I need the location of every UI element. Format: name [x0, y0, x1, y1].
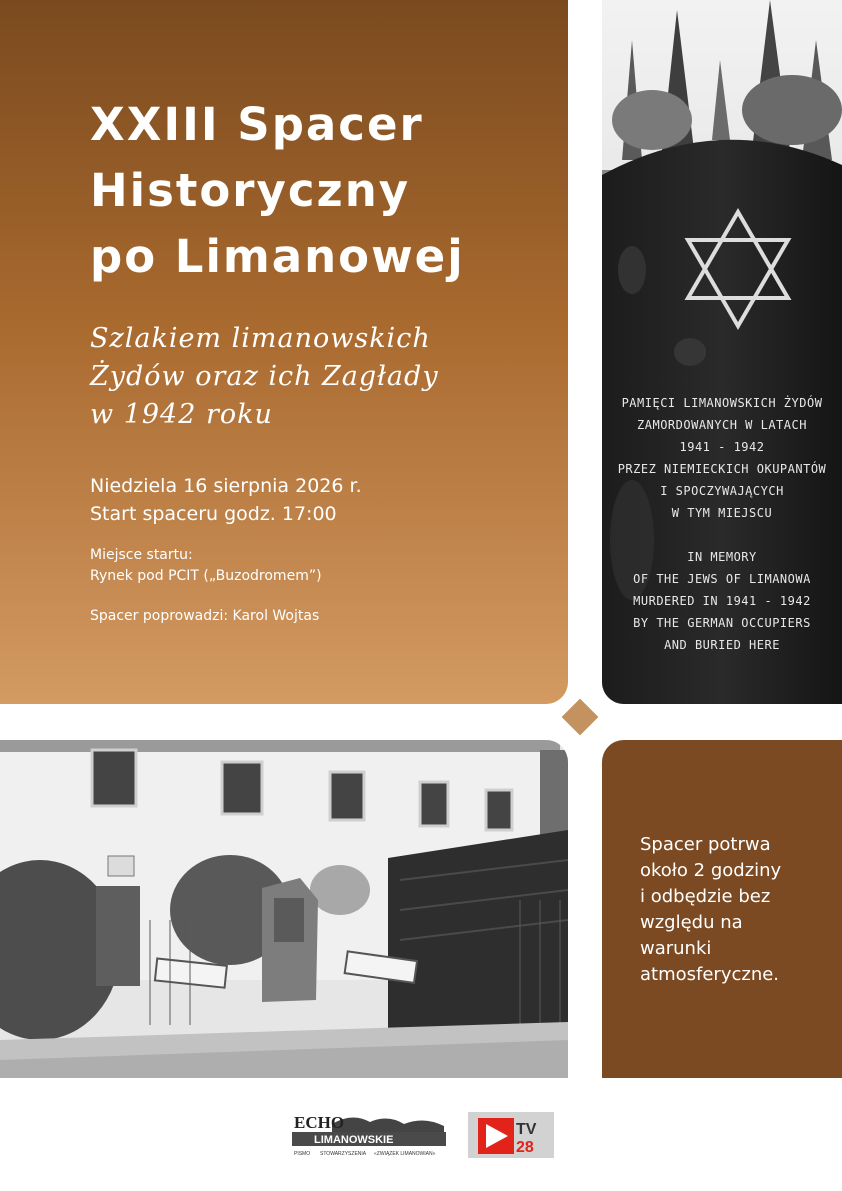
title-line-3: po Limanowej — [90, 230, 465, 283]
echo-main-text: ECHO — [294, 1113, 345, 1132]
subtitle-line-3: w 1942 roku — [90, 399, 273, 430]
poster-subtitle — [90, 320, 560, 434]
plaque-line: AND BURIED HERE — [664, 638, 780, 652]
main-panel — [0, 0, 568, 704]
building-photo — [0, 740, 568, 1078]
plaque-line: OF THE JEWS OF LIMANOWA — [633, 572, 811, 586]
event-place — [90, 545, 322, 587]
tv-label: TV — [516, 1121, 537, 1138]
echo-sub-text: LIMANOWSKIE — [314, 1134, 394, 1146]
plaque-inscription — [602, 392, 842, 656]
poster-title — [90, 92, 550, 290]
echo-tag-2: STOWARZYSZENIA — [320, 1151, 367, 1157]
plaque-line: MURDERED IN 1941 - 1942 — [633, 594, 811, 608]
info-line: atmosferyczne. — [640, 964, 780, 985]
info-line: i odbędzie bez — [640, 886, 771, 907]
plaque-line: 1941 - 1942 — [679, 440, 765, 454]
title-line-1: XXIII Spacer — [90, 98, 424, 151]
echo-limanowskie-logo — [292, 1110, 446, 1158]
info-line: około 2 godziny — [640, 860, 782, 881]
echo-logo-graphic — [292, 1110, 446, 1158]
memorial-stone-photo — [602, 0, 842, 704]
place-label: Miejsce startu: — [90, 547, 193, 563]
place-value: Rynek pod PCIT („Buzodromem”) — [90, 568, 322, 584]
info-line: warunki — [640, 938, 712, 959]
tv28-logo — [468, 1112, 554, 1158]
tv28-logo-graphic — [468, 1112, 554, 1158]
plaque-line: PRZEZ NIEMIECKICH OKUPANTÓW — [617, 462, 827, 476]
echo-tag-3: «ZWIĄZEK LIMANOWIAN» — [374, 1151, 436, 1157]
info-panel — [602, 740, 842, 1078]
tv-number: 28 — [516, 1139, 534, 1156]
event-time — [90, 472, 362, 528]
event-date: Niedziela 16 sierpnia 2026 r. — [90, 475, 362, 497]
subtitle-line-2: Żydów oraz ich Zagłady — [90, 361, 439, 392]
plaque-line: PAMIĘCI LIMANOWSKICH ŻYDÓW — [621, 396, 823, 410]
diamond-ornament — [562, 699, 599, 736]
plaque-line: ZAMORDOWANYCH W LATACH — [637, 418, 807, 432]
info-line: Spacer potrwa — [640, 834, 771, 855]
building-illustration — [0, 740, 568, 1078]
event-start: Start spaceru godz. 17:00 — [90, 503, 337, 525]
subtitle-line-1: Szlakiem limanowskich — [90, 323, 431, 354]
plaque-line: IN MEMORY — [687, 550, 757, 564]
plaque-line — [602, 524, 842, 546]
plaque-line: I SPOCZYWAJĄCYCH — [660, 484, 784, 498]
title-line-2: Historyczny — [90, 164, 411, 217]
info-text — [640, 832, 835, 988]
event-guide: Spacer poprowadzi: Karol Wojtas — [90, 608, 320, 624]
info-line: względu na — [640, 912, 743, 933]
echo-tag-1: PISMO — [294, 1151, 311, 1157]
plaque-line: BY THE GERMAN OCCUPIERS — [633, 616, 811, 630]
plaque-line: W TYM MIEJSCU — [671, 506, 773, 520]
